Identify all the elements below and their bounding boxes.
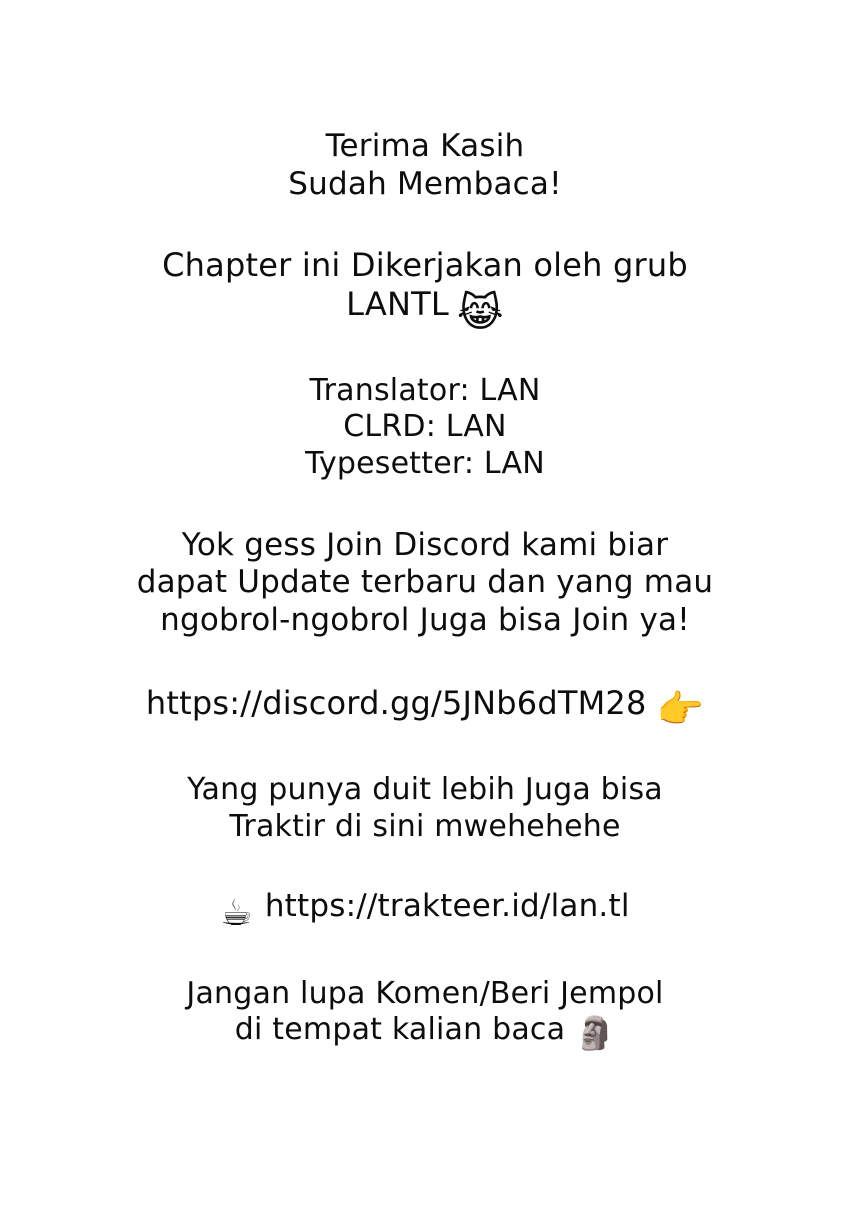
pointing-right-emoji-icon: 👉	[656, 687, 705, 732]
staff-typesetter: Typesetter: LAN	[305, 446, 545, 482]
group-credit-block	[0, 245, 850, 336]
moai-emoji-icon: 🗿	[575, 1014, 616, 1053]
staff-translator: Translator: LAN	[309, 372, 541, 408]
discord-invite-line-2: dapat Update terbaru dan yang mau	[136, 564, 714, 601]
donation-line-1: Yang punya duit lebih Juga bisa	[187, 772, 663, 808]
staff-block	[0, 373, 850, 483]
coffee-emoji-icon: ☕	[220, 892, 253, 934]
thanks-line-2: Sudah Membaca!	[288, 165, 562, 202]
group-credit-line-1: Chapter ini Dikerjakan oleh grub	[162, 245, 688, 284]
thanks-block	[0, 128, 850, 204]
discord-invite-line-3: ngobrol-ngobrol Juga bisa Join ya!	[160, 602, 690, 639]
thanks-line-1: Terima Kasih	[325, 128, 525, 164]
cat-joy-emoji-icon: 😹	[456, 289, 504, 336]
trakteer-link[interactable]: https://trakteer.id/lan.tl	[264, 887, 630, 924]
discord-invite-text-block	[0, 527, 850, 640]
donation-text-block	[0, 772, 850, 845]
discord-link-block[interactable]	[0, 684, 850, 732]
staff-clrd: CLRD: LAN	[343, 409, 507, 445]
discord-link[interactable]: https://discord.gg/5JNb6dTM28	[145, 684, 647, 723]
discord-link-line[interactable]	[0, 684, 850, 732]
trakteer-link-block[interactable]	[0, 888, 850, 932]
comment-line-2	[0, 1012, 850, 1053]
comment-line-2-text: di tempat kalian baca	[234, 1012, 566, 1048]
trakteer-link-line[interactable]	[0, 888, 850, 932]
comment-reminder-block	[0, 975, 850, 1053]
discord-invite-line-1: Yok gess Join Discord kami biar	[181, 526, 669, 563]
group-credit-line-2	[0, 284, 850, 336]
group-name: LANTL	[346, 284, 449, 323]
comment-line-1: Jangan lupa Komen/Beri Jempol	[186, 975, 664, 1011]
donation-line-2: Traktir di sini mwehehehe	[229, 809, 621, 845]
